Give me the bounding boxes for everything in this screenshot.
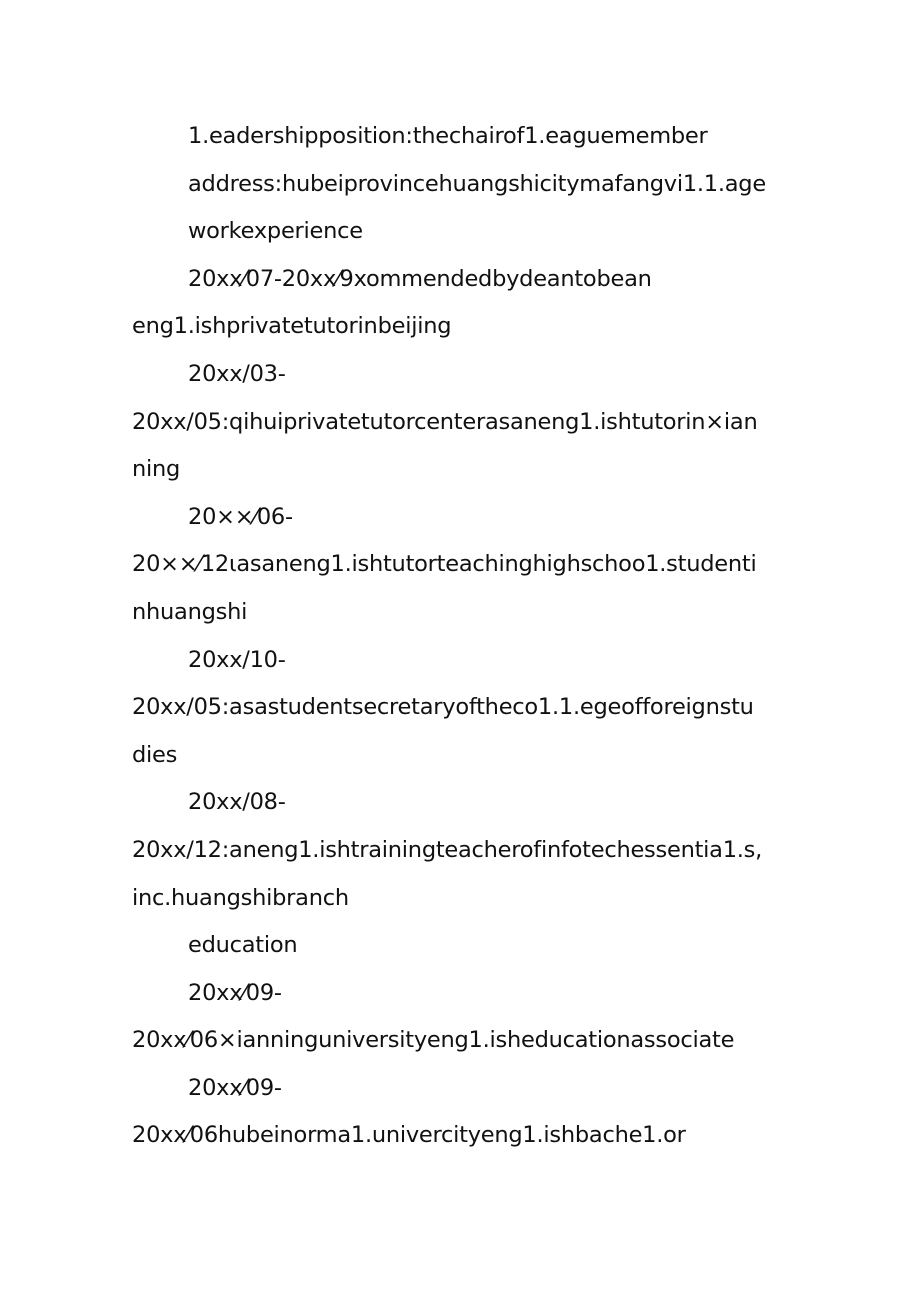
text-line-work-entry-5-cont: inc.huangshibranch [132,884,349,911]
text-line-work-entry-1: 20xx⁄07-20xx⁄9xommendedbydeantobean [188,265,652,292]
text-line-leadership: 1.eadershipposition:thechairof1.eaguemember [188,123,708,149]
text-line-work-entry-4-cont: 20xx/05:asastudentsecretaryoftheco1.1.egeofforeignstu [132,694,754,721]
text-line-work-entry-5: 20xx/08- [188,789,286,816]
section-heading-education: education [188,932,298,959]
text-line-education-entry-2: 20xx⁄09- [188,1074,282,1101]
resume-text-body [132,113,792,1160]
text-line-education-entry-1: 20xx⁄09- [188,979,282,1006]
text-line-education-entry-2-cont: 20xx⁄06hubeinorma1.univercityeng1.ishbache1.or [132,1122,686,1149]
text-line-work-entry-1-cont: eng1.ishprivatetutorinbeijing [132,313,452,340]
text-line-work-entry-2-cont: 20xx/05:qihuiprivatetutorcenterasaneng1.ishtutorin×ian [132,408,758,435]
text-line-work-entry-3-cont: 20××⁄12ιasaneng1.ishtutorteachinghighschoo1.studenti [132,551,757,578]
section-heading-work-experience: workexperience [188,218,363,245]
text-line-address: address:hubeiprovincehuangshicitymafangvi1.1.age [188,170,766,197]
text-line-work-entry-5-cont: 20xx/12:aneng1.ishtrainingteacherofinfotechessentia1.s, [132,836,763,863]
text-line-work-entry-3-cont: nhuangshi [132,598,248,625]
text-line-work-entry-2: 20xx/03- [188,360,286,387]
text-line-work-entry-4: 20xx/10- [188,646,286,673]
text-line-work-entry-4-cont: dies [132,741,178,768]
text-line-work-entry-2-cont: ning [132,456,181,483]
text-line-work-entry-3: 20××⁄06- [188,503,293,530]
text-line-education-entry-1-cont: 20xx⁄06×ianninguniversityeng1.isheducationassociate [132,1027,735,1054]
